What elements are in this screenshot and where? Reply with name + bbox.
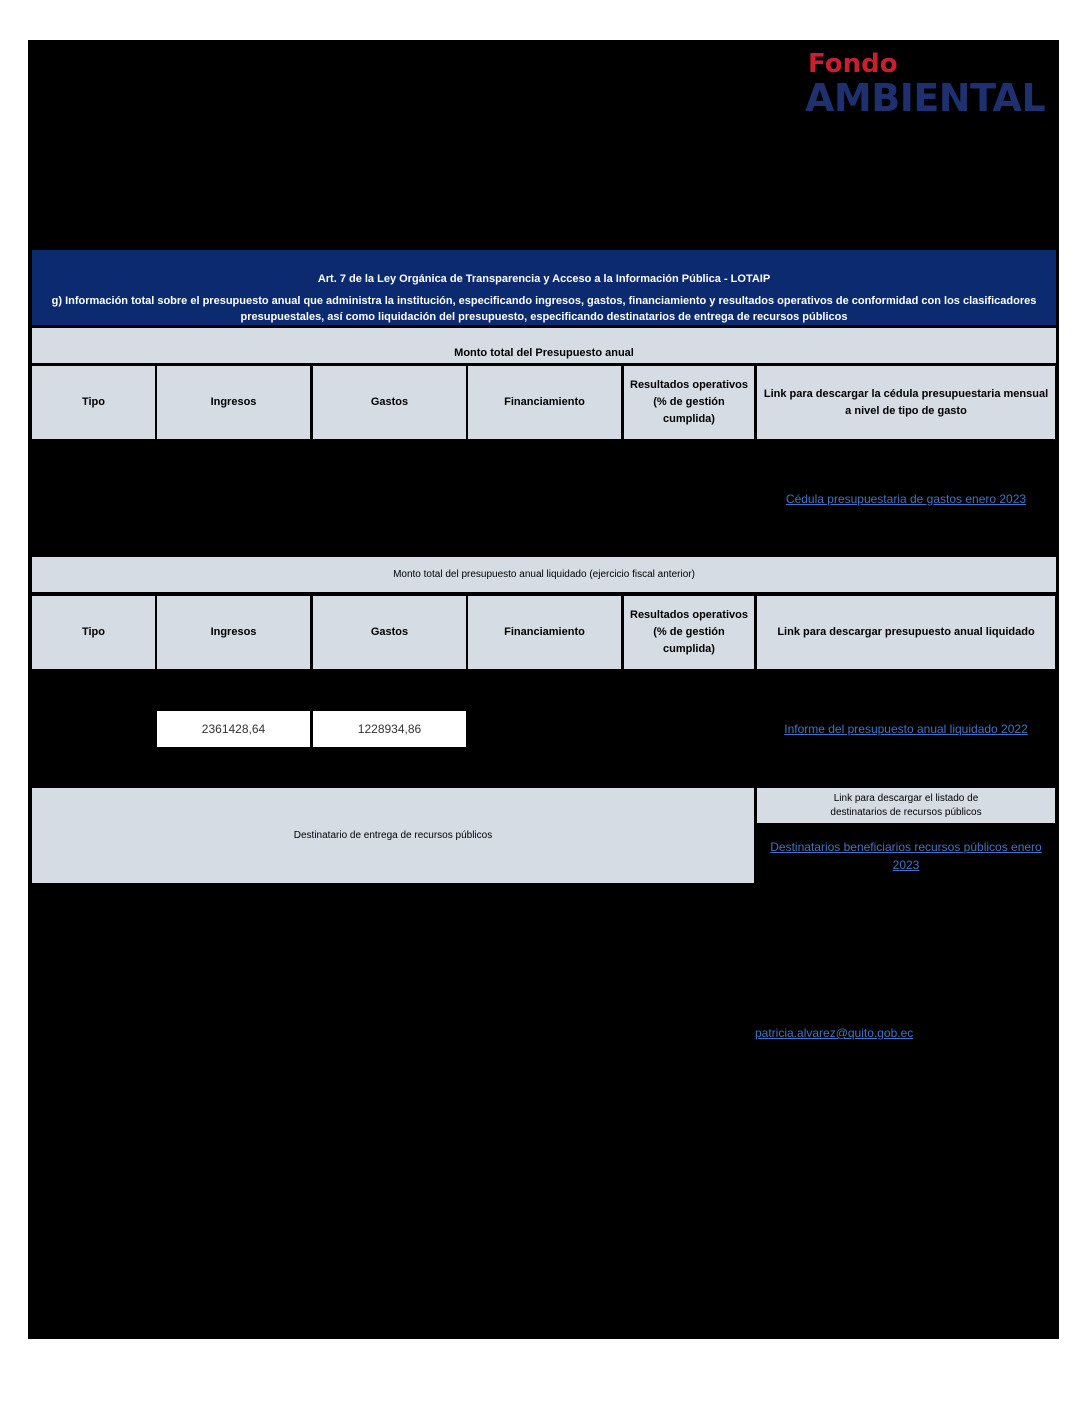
logo-ambiental-text: AMBIENTAL — [805, 76, 1046, 120]
section2-header-link: Link para descargar presupuesto anual liquidado — [757, 596, 1055, 669]
section1-header-gastos: Gastos — [313, 366, 466, 439]
contact-email-link[interactable]: patricia.alvarez@quito.gob.ec — [755, 1026, 914, 1040]
section2-title: Monto total del presupuesto anual liquidado (ejercicio fiscal anterior) — [32, 557, 1056, 592]
destinatarios-beneficiarios-link[interactable]: Destinatarios beneficiarios recursos públicos enero 2023 — [770, 840, 1042, 872]
banner-description: g) Información total sobre el presupuesto anual que administra la institución, especificando ingresos, gastos, financiamiento y resultados operativos de conformidad con los clasificadores presupuestales, así como liquidación del presupuesto, especificando destinatarios de entrega de recursos públicos — [51, 295, 1037, 323]
logo-fondo-text: Fondo — [808, 49, 898, 79]
section1-header-financiamiento: Financiamiento — [468, 366, 621, 439]
section2-header-tipo: Tipo — [32, 596, 155, 669]
document-page — [28, 40, 1059, 1339]
section1-header-link: Link para descargar la cédula presupuestaria mensual a nivel de tipo de gasto — [757, 366, 1055, 439]
lotaip-banner — [32, 250, 1056, 325]
destinatarios-link-header: Link para descargar el listado de destinatarios de recursos públicos — [757, 788, 1055, 823]
section1-title: Monto total del Presupuesto anual — [32, 328, 1056, 363]
cedula-presupuestaria-link[interactable]: Cédula presupuestaria de gastos enero 2023 — [785, 492, 1027, 506]
section2-header-ingresos: Ingresos — [157, 596, 310, 669]
presupuesto-liquidado-link[interactable]: Informe del presupuesto anual liquidado 2022 — [784, 722, 1028, 736]
section1-header-tipo: Tipo — [32, 366, 155, 439]
liquidado-gastos-value: 1228934,86 — [313, 711, 466, 747]
section2-header-gastos: Gastos — [313, 596, 466, 669]
banner-title: Art. 7 de la Ley Orgánica de Transparencia y Acceso a la Información Pública - LOTAIP — [317, 273, 771, 285]
destinatario-label: Destinatario de entrega de recursos públicos — [32, 788, 754, 883]
liquidado-ingresos-value: 2361428,64 — [157, 711, 310, 747]
section1-header-resultados: Resultados operativos (% de gestión cumplida) — [624, 366, 754, 439]
section1-header-ingresos: Ingresos — [157, 366, 310, 439]
section2-header-resultados: Resultados operativos (% de gestión cumplida) — [624, 596, 754, 669]
section2-header-financiamiento: Financiamiento — [468, 596, 621, 669]
